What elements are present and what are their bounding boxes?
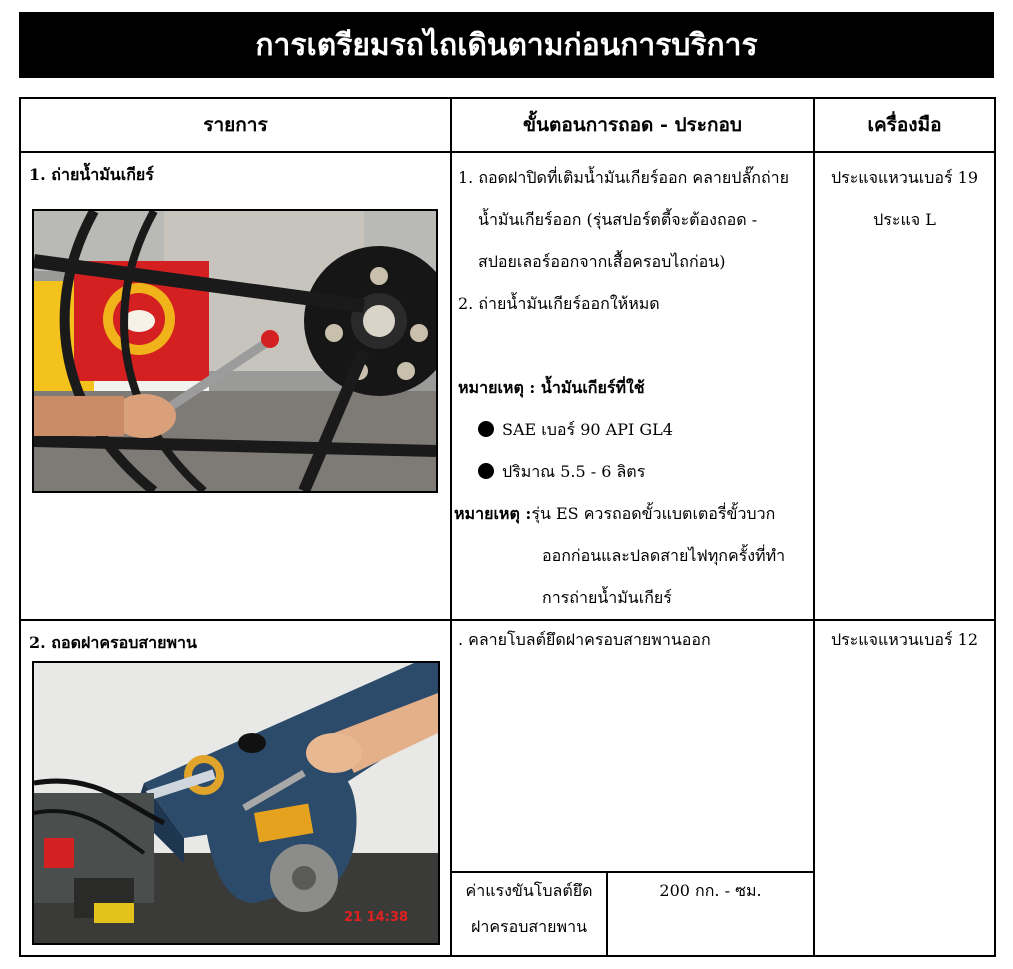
row1-steps — [452, 153, 813, 619]
row1-bullet2 — [458, 451, 809, 493]
bullet-icon — [478, 421, 494, 437]
row1-note2 — [454, 493, 809, 535]
row1-note2-label: หมายเหตุ : — [454, 504, 532, 523]
gear-oil-drain-photo — [32, 209, 438, 493]
row2-item-cell — [20, 620, 451, 956]
belt-cover-image — [34, 663, 438, 943]
page-title: การเตรียมรถไถเดินตามก่อนการบริการ — [255, 27, 758, 63]
row1-item-cell — [20, 152, 451, 620]
row2-step: . คลายโบลต์ยึดฝาครอบสายพานออก — [458, 630, 711, 649]
service-table — [19, 97, 996, 957]
row1-steps-cell — [451, 152, 814, 620]
page-title-bar — [19, 12, 994, 78]
row1-tool1: ประแจแหวนเบอร์ 19 — [830, 168, 979, 187]
bullet-icon — [478, 463, 494, 479]
row1-tools — [815, 153, 994, 241]
torque-label-line1: ค่าแรงขันโบลต์ยึด — [465, 881, 593, 900]
row1-step1-line2: น้ำมันเกียร์ออก (รุ่นสปอร์ตตี้จะต้องถอด - — [478, 210, 758, 229]
row1-tools-cell — [814, 152, 995, 620]
torque-spec-table — [452, 871, 813, 955]
table-header-row — [20, 98, 995, 152]
torque-label-cell — [452, 872, 607, 955]
row1-bullet2-text: ปริมาณ 5.5 - 6 ลิตร — [502, 462, 646, 481]
row1-step1-line3: สปอยเลอร์ออกจากเสื้อครอบไถก่อน) — [478, 252, 726, 271]
torque-value: 200 กก. - ซม. — [659, 881, 762, 900]
row2-tool: ประแจแหวนเบอร์ 12 — [830, 630, 979, 649]
row1-item-title: 1. ถ่ายน้ำมันเกียร์ — [29, 165, 154, 184]
torque-value-cell — [607, 872, 813, 955]
row2-steps — [452, 621, 813, 657]
row1-note1-title: หมายเหตุ : น้ำมันเกียร์ที่ใช้ — [458, 378, 645, 397]
header-steps: ขั้นตอนการถอด - ประกอบ — [451, 98, 814, 152]
row1-tool2: ประแจ L — [873, 210, 936, 229]
row1-note2-line2: ออกก่อนและปลดสายไฟทุกครั้งที่ทำ — [542, 546, 786, 565]
row2-item-title: 2. ถอดฝาครอบสายพาน — [29, 633, 197, 652]
belt-cover-photo — [32, 661, 440, 945]
table-row — [20, 152, 995, 620]
table-row — [20, 620, 995, 956]
row1-bullet1-text: SAE เบอร์ 90 API GL4 — [502, 420, 673, 439]
torque-label-line2: ฝาครอบสายพาน — [470, 917, 587, 936]
row2-tools-cell — [814, 620, 995, 956]
row1-step2: 2. ถ่ายน้ำมันเกียร์ออกให้หมด — [458, 294, 660, 313]
row2-tools — [815, 621, 994, 657]
gear-oil-drain-image — [34, 211, 436, 491]
row1-step1-line1: 1. ถอดฝาปิดที่เติมน้ำมันเกียร์ออก คลายปลั๊กถ่าย — [458, 168, 789, 187]
header-item: รายการ — [20, 98, 451, 152]
header-tools: เครื่องมือ — [814, 98, 995, 152]
row1-bullet1 — [458, 409, 809, 451]
photo-timestamp: 21 14:38 — [344, 910, 408, 925]
row1-note2-line1: รุ่น ES ควรถอดขั้วแบตเตอรี่ขั้วบวก — [531, 504, 776, 523]
row1-note2-line3: การถ่ายน้ำมันเกียร์ — [542, 588, 672, 607]
row2-steps-cell — [451, 620, 814, 956]
